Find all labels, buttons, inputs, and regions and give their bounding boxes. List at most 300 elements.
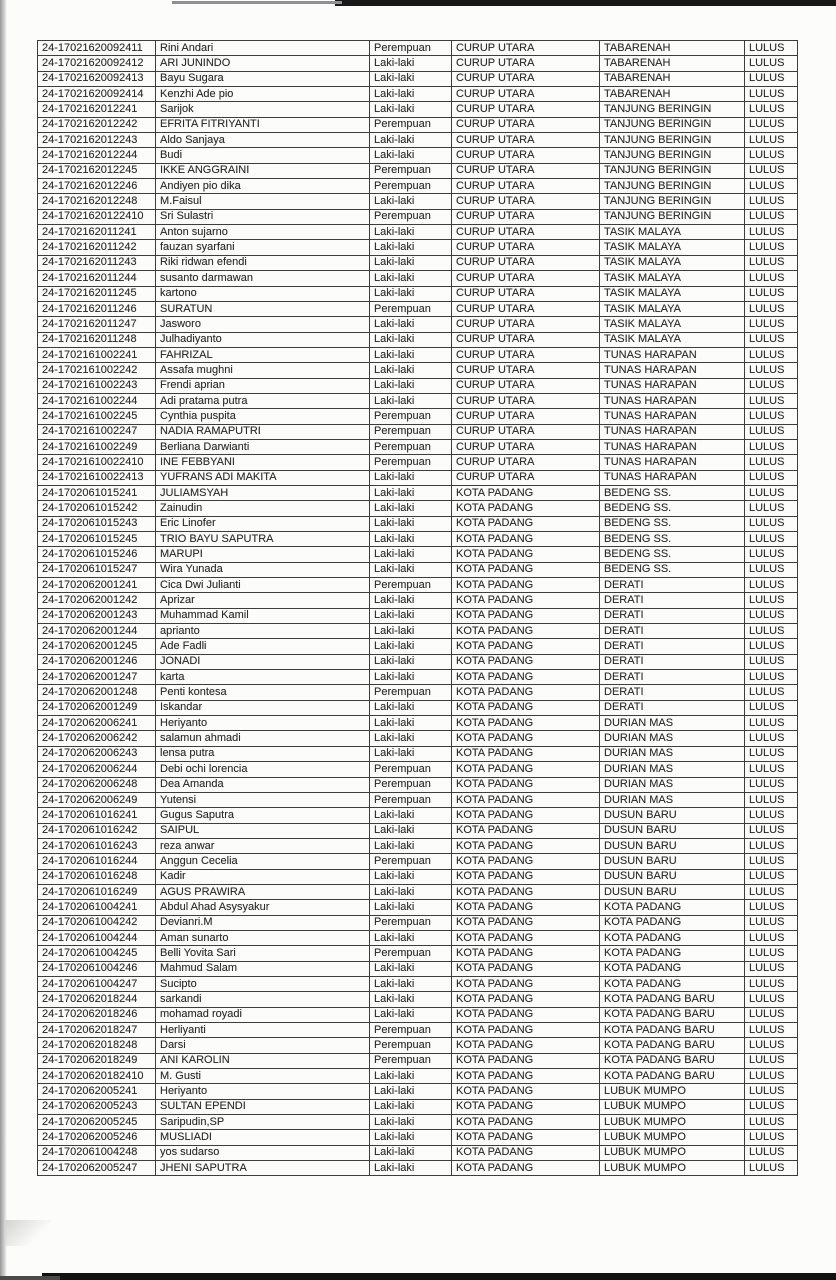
registration-id-cell: 24-17021610022413 xyxy=(38,470,156,485)
status-cell: LULUS xyxy=(745,670,798,685)
table-row xyxy=(38,1069,798,1084)
table-row xyxy=(38,102,798,117)
table-row xyxy=(38,915,798,930)
status-cell: LULUS xyxy=(745,762,798,777)
village-cell: LUBUK MUMPO xyxy=(600,1099,745,1114)
registration-id-cell: 24-1702162011247 xyxy=(38,317,156,332)
gender-cell: Perempuan xyxy=(370,117,452,132)
gender-cell: Laki-laki xyxy=(370,608,452,623)
gender-cell: Laki-laki xyxy=(370,961,452,976)
village-cell: TASIK MALAYA xyxy=(600,317,745,332)
district-cell: CURUP UTARA xyxy=(452,41,600,56)
gender-cell: Laki-laki xyxy=(370,838,452,853)
registration-id-cell: 24-1702062001249 xyxy=(38,700,156,715)
gender-cell: Perempuan xyxy=(370,1023,452,1038)
registration-id-cell: 24-1702161002249 xyxy=(38,439,156,454)
status-cell: LULUS xyxy=(745,777,798,792)
village-cell: LUBUK MUMPO xyxy=(600,1084,745,1099)
district-cell: KOTA PADANG xyxy=(452,547,600,562)
table-row xyxy=(38,808,798,823)
gender-cell: Laki-laki xyxy=(370,624,452,639)
registration-id-cell: 24-17021620092411 xyxy=(38,41,156,56)
registration-id-cell: 24-1702161002242 xyxy=(38,363,156,378)
gender-cell: Laki-laki xyxy=(370,639,452,654)
table-row xyxy=(38,685,798,700)
table-row xyxy=(38,363,798,378)
status-cell: LULUS xyxy=(745,501,798,516)
village-cell: KOTA PADANG BARU xyxy=(600,1038,745,1053)
scan-edge-top-faint xyxy=(172,1,342,4)
name-cell: IKKE ANGGRAINI xyxy=(156,163,370,178)
registration-id-cell: 24-1702061004241 xyxy=(38,900,156,915)
registration-id-cell: 24-1702061015245 xyxy=(38,532,156,547)
registration-id-cell: 24-1702061016249 xyxy=(38,884,156,899)
table-row xyxy=(38,547,798,562)
table-row xyxy=(38,593,798,608)
village-cell: TASIK MALAYA xyxy=(600,332,745,347)
name-cell: Adi pratama putra xyxy=(156,393,370,408)
name-cell: susanto darmawan xyxy=(156,271,370,286)
name-cell: Debi ochi lorencia xyxy=(156,762,370,777)
table-row xyxy=(38,823,798,838)
district-cell: KOTA PADANG xyxy=(452,685,600,700)
village-cell: TABARENAH xyxy=(600,71,745,86)
village-cell: DERATI xyxy=(600,685,745,700)
status-cell: LULUS xyxy=(745,808,798,823)
district-cell: KOTA PADANG xyxy=(452,532,600,547)
registration-id-cell: 24-1702061015242 xyxy=(38,501,156,516)
name-cell: Dea Amanda xyxy=(156,777,370,792)
registration-id-cell: 24-1702161002243 xyxy=(38,378,156,393)
registration-id-cell: 24-17021620092412 xyxy=(38,56,156,71)
status-cell: LULUS xyxy=(745,976,798,991)
table-row xyxy=(38,1007,798,1022)
gender-cell: Laki-laki xyxy=(370,1115,452,1130)
table-row xyxy=(38,87,798,102)
table-row xyxy=(38,1115,798,1130)
status-cell: LULUS xyxy=(745,532,798,547)
status-cell: LULUS xyxy=(745,608,798,623)
name-cell: Abdul Ahad Asysyakur xyxy=(156,900,370,915)
name-cell: MUSLIADI xyxy=(156,1130,370,1145)
status-cell: LULUS xyxy=(745,654,798,669)
name-cell: ANI KAROLIN xyxy=(156,1053,370,1068)
district-cell: KOTA PADANG xyxy=(452,593,600,608)
status-cell: LULUS xyxy=(745,823,798,838)
gender-cell: Perempuan xyxy=(370,409,452,424)
registration-id-cell: 24-1702061015241 xyxy=(38,485,156,500)
registration-id-cell: 24-1702061004244 xyxy=(38,930,156,945)
gender-cell: Laki-laki xyxy=(370,654,452,669)
gender-cell: Perempuan xyxy=(370,854,452,869)
status-cell: LULUS xyxy=(745,409,798,424)
status-cell: LULUS xyxy=(745,455,798,470)
registration-id-cell: 24-1702062018248 xyxy=(38,1038,156,1053)
name-cell: Wira Yunada xyxy=(156,562,370,577)
name-cell: Anggun Cecelia xyxy=(156,854,370,869)
table-row xyxy=(38,271,798,286)
registration-id-cell: 24-1702062006241 xyxy=(38,716,156,731)
table-row xyxy=(38,1099,798,1114)
district-cell: KOTA PADANG xyxy=(452,1099,600,1114)
registration-id-cell: 24-1702162012244 xyxy=(38,148,156,163)
status-cell: LULUS xyxy=(745,547,798,562)
name-cell: Eric Linofer xyxy=(156,516,370,531)
table-row xyxy=(38,792,798,807)
registration-id-cell: 24-1702062001242 xyxy=(38,593,156,608)
registration-id-cell: 24-1702061016241 xyxy=(38,808,156,823)
district-cell: KOTA PADANG xyxy=(452,516,600,531)
table-row xyxy=(38,562,798,577)
table-row xyxy=(38,225,798,240)
registration-id-cell: 24-1702062001241 xyxy=(38,578,156,593)
name-cell: INE FEBBYANI xyxy=(156,455,370,470)
status-cell: LULUS xyxy=(745,347,798,362)
gender-cell: Laki-laki xyxy=(370,1099,452,1114)
village-cell: BEDENG SS. xyxy=(600,485,745,500)
district-cell: CURUP UTARA xyxy=(452,455,600,470)
district-cell: CURUP UTARA xyxy=(452,271,600,286)
table-row xyxy=(38,961,798,976)
registration-id-cell: 24-1702061016243 xyxy=(38,838,156,853)
name-cell: AGUS PRAWIRA xyxy=(156,884,370,899)
gender-cell: Laki-laki xyxy=(370,71,452,86)
gender-cell: Perempuan xyxy=(370,209,452,224)
village-cell: TASIK MALAYA xyxy=(600,271,745,286)
table-row xyxy=(38,516,798,531)
village-cell: TUNAS HARAPAN xyxy=(600,470,745,485)
gender-cell: Perempuan xyxy=(370,792,452,807)
district-cell: KOTA PADANG xyxy=(452,1115,600,1130)
table-row xyxy=(38,777,798,792)
gender-cell: Laki-laki xyxy=(370,547,452,562)
district-cell: KOTA PADANG xyxy=(452,670,600,685)
village-cell: TANJUNG BERINGIN xyxy=(600,148,745,163)
name-cell: TRIO BAYU SAPUTRA xyxy=(156,532,370,547)
village-cell: BEDENG SS. xyxy=(600,562,745,577)
table-row xyxy=(38,976,798,991)
registration-id-cell: 24-1702062018249 xyxy=(38,1053,156,1068)
village-cell: TABARENAH xyxy=(600,56,745,71)
district-cell: CURUP UTARA xyxy=(452,470,600,485)
district-cell: KOTA PADANG xyxy=(452,578,600,593)
village-cell: TUNAS HARAPAN xyxy=(600,439,745,454)
village-cell: DUSUN BARU xyxy=(600,823,745,838)
gender-cell: Laki-laki xyxy=(370,1130,452,1145)
gender-cell: Laki-laki xyxy=(370,746,452,761)
registration-id-cell: 24-1702061016242 xyxy=(38,823,156,838)
district-cell: KOTA PADANG xyxy=(452,838,600,853)
table-row xyxy=(38,424,798,439)
name-cell: Ade Fadli xyxy=(156,639,370,654)
name-cell: Darsi xyxy=(156,1038,370,1053)
status-cell: LULUS xyxy=(745,56,798,71)
name-cell: SURATUN xyxy=(156,301,370,316)
table-row xyxy=(38,700,798,715)
table-row xyxy=(38,332,798,347)
name-cell: Frendi aprian xyxy=(156,378,370,393)
district-cell: KOTA PADANG xyxy=(452,654,600,669)
village-cell: KOTA PADANG xyxy=(600,946,745,961)
gender-cell: Perempuan xyxy=(370,424,452,439)
status-cell: LULUS xyxy=(745,1023,798,1038)
status-cell: LULUS xyxy=(745,102,798,117)
gender-cell: Perempuan xyxy=(370,439,452,454)
name-cell: JULIAMSYAH xyxy=(156,485,370,500)
registration-id-cell: 24-1702162012245 xyxy=(38,163,156,178)
village-cell: KOTA PADANG xyxy=(600,915,745,930)
status-cell: LULUS xyxy=(745,424,798,439)
name-cell: NADIA RAMAPUTRI xyxy=(156,424,370,439)
village-cell: DERATI xyxy=(600,654,745,669)
table-row xyxy=(38,117,798,132)
village-cell: DURIAN MAS xyxy=(600,762,745,777)
village-cell: TUNAS HARAPAN xyxy=(600,347,745,362)
registration-id-cell: 24-1702162011246 xyxy=(38,301,156,316)
table-row xyxy=(38,1038,798,1053)
district-cell: CURUP UTARA xyxy=(452,255,600,270)
registration-id-cell: 24-1702162012246 xyxy=(38,179,156,194)
registration-id-cell: 24-17021620092413 xyxy=(38,71,156,86)
district-cell: CURUP UTARA xyxy=(452,209,600,224)
status-cell: LULUS xyxy=(745,194,798,209)
district-cell: KOTA PADANG xyxy=(452,746,600,761)
registration-id-cell: 24-1702061004248 xyxy=(38,1145,156,1160)
registration-id-cell: 24-1702061016244 xyxy=(38,854,156,869)
table-row xyxy=(38,854,798,869)
district-cell: KOTA PADANG xyxy=(452,884,600,899)
table-row xyxy=(38,1145,798,1160)
district-cell: CURUP UTARA xyxy=(452,332,600,347)
district-cell: CURUP UTARA xyxy=(452,317,600,332)
table-row xyxy=(38,41,798,56)
district-cell: KOTA PADANG xyxy=(452,1130,600,1145)
district-cell: CURUP UTARA xyxy=(452,286,600,301)
name-cell: M.Faisul xyxy=(156,194,370,209)
name-cell: aprianto xyxy=(156,624,370,639)
status-cell: LULUS xyxy=(745,1069,798,1084)
status-cell: LULUS xyxy=(745,393,798,408)
registration-id-cell: 24-1702162012242 xyxy=(38,117,156,132)
table-row xyxy=(38,608,798,623)
table-row xyxy=(38,654,798,669)
district-cell: CURUP UTARA xyxy=(452,378,600,393)
district-cell: KOTA PADANG xyxy=(452,823,600,838)
status-cell: LULUS xyxy=(745,163,798,178)
status-cell: LULUS xyxy=(745,117,798,132)
district-cell: KOTA PADANG xyxy=(452,1145,600,1160)
district-cell: CURUP UTARA xyxy=(452,56,600,71)
status-cell: LULUS xyxy=(745,731,798,746)
district-cell: KOTA PADANG xyxy=(452,639,600,654)
gender-cell: Laki-laki xyxy=(370,593,452,608)
registration-id-cell: 24-1702162012248 xyxy=(38,194,156,209)
gender-cell: Laki-laki xyxy=(370,808,452,823)
name-cell: Mahmud Salam xyxy=(156,961,370,976)
table-row xyxy=(38,1130,798,1145)
scan-edge-bottom xyxy=(42,1273,836,1280)
table-row xyxy=(38,716,798,731)
gender-cell: Laki-laki xyxy=(370,332,452,347)
district-cell: KOTA PADANG xyxy=(452,961,600,976)
village-cell: TANJUNG BERINGIN xyxy=(600,209,745,224)
name-cell: reza anwar xyxy=(156,838,370,853)
gender-cell: Laki-laki xyxy=(370,102,452,117)
gender-cell: Laki-laki xyxy=(370,700,452,715)
district-cell: KOTA PADANG xyxy=(452,1161,600,1176)
district-cell: KOTA PADANG xyxy=(452,1007,600,1022)
gender-cell: Laki-laki xyxy=(370,1145,452,1160)
name-cell: JHENI SAPUTRA xyxy=(156,1161,370,1176)
gender-cell: Laki-laki xyxy=(370,133,452,148)
registration-id-cell: 24-1702162011241 xyxy=(38,225,156,240)
registration-id-cell: 24-1702061004246 xyxy=(38,961,156,976)
name-cell: Jasworo xyxy=(156,317,370,332)
district-cell: KOTA PADANG xyxy=(452,992,600,1007)
status-cell: LULUS xyxy=(745,1161,798,1176)
gender-cell: Laki-laki xyxy=(370,976,452,991)
gender-cell: Laki-laki xyxy=(370,393,452,408)
district-cell: CURUP UTARA xyxy=(452,301,600,316)
name-cell: Kadir xyxy=(156,869,370,884)
status-cell: LULUS xyxy=(745,884,798,899)
exam-results-table xyxy=(37,40,798,1176)
gender-cell: Laki-laki xyxy=(370,347,452,362)
registration-id-cell: 24-17021610022410 xyxy=(38,455,156,470)
district-cell: KOTA PADANG xyxy=(452,562,600,577)
table-row xyxy=(38,439,798,454)
district-cell: CURUP UTARA xyxy=(452,424,600,439)
status-cell: LULUS xyxy=(745,225,798,240)
village-cell: TUNAS HARAPAN xyxy=(600,378,745,393)
gender-cell: Laki-laki xyxy=(370,1084,452,1099)
table-row xyxy=(38,194,798,209)
district-cell: CURUP UTARA xyxy=(452,393,600,408)
district-cell: CURUP UTARA xyxy=(452,87,600,102)
gender-cell: Perempuan xyxy=(370,179,452,194)
name-cell: M. Gusti xyxy=(156,1069,370,1084)
name-cell: FAHRIZAL xyxy=(156,347,370,362)
gender-cell: Laki-laki xyxy=(370,470,452,485)
name-cell: mohamad royadi xyxy=(156,1007,370,1022)
table-row xyxy=(38,209,798,224)
name-cell: fauzan syarfani xyxy=(156,240,370,255)
name-cell: Sri Sulastri xyxy=(156,209,370,224)
district-cell: KOTA PADANG xyxy=(452,946,600,961)
name-cell: Anton sujarno xyxy=(156,225,370,240)
gender-cell: Laki-laki xyxy=(370,56,452,71)
name-cell: Andiyen pio dika xyxy=(156,179,370,194)
gender-cell: Perempuan xyxy=(370,41,452,56)
gender-cell: Laki-laki xyxy=(370,286,452,301)
name-cell: Iskandar xyxy=(156,700,370,715)
name-cell: Assafa mughni xyxy=(156,363,370,378)
district-cell: KOTA PADANG xyxy=(452,731,600,746)
registration-id-cell: 24-1702062005245 xyxy=(38,1115,156,1130)
village-cell: KOTA PADANG BARU xyxy=(600,1053,745,1068)
name-cell: Budi xyxy=(156,148,370,163)
village-cell: DERATI xyxy=(600,608,745,623)
village-cell: TASIK MALAYA xyxy=(600,301,745,316)
status-cell: LULUS xyxy=(745,1007,798,1022)
name-cell: Kenzhi Ade pio xyxy=(156,87,370,102)
village-cell: TANJUNG BERINGIN xyxy=(600,117,745,132)
district-cell: KOTA PADANG xyxy=(452,900,600,915)
gender-cell: Laki-laki xyxy=(370,1007,452,1022)
status-cell: LULUS xyxy=(745,71,798,86)
name-cell: karta xyxy=(156,670,370,685)
status-cell: LULUS xyxy=(745,1115,798,1130)
gender-cell: Perempuan xyxy=(370,163,452,178)
village-cell: KOTA PADANG BARU xyxy=(600,992,745,1007)
table-row xyxy=(38,255,798,270)
village-cell: BEDENG SS. xyxy=(600,547,745,562)
table-row xyxy=(38,1023,798,1038)
name-cell: YUFRANS ADI MAKITA xyxy=(156,470,370,485)
village-cell: TASIK MALAYA xyxy=(600,255,745,270)
village-cell: BEDENG SS. xyxy=(600,532,745,547)
registration-id-cell: 24-1702062006243 xyxy=(38,746,156,761)
status-cell: LULUS xyxy=(745,578,798,593)
table-row xyxy=(38,378,798,393)
gender-cell: Laki-laki xyxy=(370,562,452,577)
gender-cell: Perempuan xyxy=(370,1053,452,1068)
name-cell: Julhadiyanto xyxy=(156,332,370,347)
village-cell: KOTA PADANG BARU xyxy=(600,1069,745,1084)
village-cell: LUBUK MUMPO xyxy=(600,1161,745,1176)
table-row xyxy=(38,301,798,316)
village-cell: KOTA PADANG BARU xyxy=(600,1023,745,1038)
gender-cell: Perempuan xyxy=(370,578,452,593)
registration-id-cell: 24-1702062018246 xyxy=(38,1007,156,1022)
registration-id-cell: 24-1702061004247 xyxy=(38,976,156,991)
registration-id-cell: 24-1702062018247 xyxy=(38,1023,156,1038)
table-row xyxy=(38,501,798,516)
district-cell: KOTA PADANG xyxy=(452,485,600,500)
status-cell: LULUS xyxy=(745,209,798,224)
village-cell: DURIAN MAS xyxy=(600,746,745,761)
village-cell: KOTA PADANG xyxy=(600,900,745,915)
registration-id-cell: 24-1702062006244 xyxy=(38,762,156,777)
registration-id-cell: 24-1702062006248 xyxy=(38,777,156,792)
status-cell: LULUS xyxy=(745,700,798,715)
district-cell: CURUP UTARA xyxy=(452,347,600,362)
status-cell: LULUS xyxy=(745,961,798,976)
district-cell: CURUP UTARA xyxy=(452,102,600,117)
district-cell: CURUP UTARA xyxy=(452,363,600,378)
district-cell: CURUP UTARA xyxy=(452,148,600,163)
gender-cell: Laki-laki xyxy=(370,670,452,685)
village-cell: TUNAS HARAPAN xyxy=(600,393,745,408)
registration-id-cell: 24-17021620122410 xyxy=(38,209,156,224)
gender-cell: Perempuan xyxy=(370,1038,452,1053)
village-cell: DURIAN MAS xyxy=(600,777,745,792)
status-cell: LULUS xyxy=(745,286,798,301)
registration-id-cell: 24-1702062001248 xyxy=(38,685,156,700)
name-cell: ARI JUNINDO xyxy=(156,56,370,71)
district-cell: KOTA PADANG xyxy=(452,762,600,777)
status-cell: LULUS xyxy=(745,900,798,915)
table-row xyxy=(38,639,798,654)
status-cell: LULUS xyxy=(745,1084,798,1099)
status-cell: LULUS xyxy=(745,439,798,454)
village-cell: TANJUNG BERINGIN xyxy=(600,179,745,194)
village-cell: BEDENG SS. xyxy=(600,501,745,516)
gender-cell: Laki-laki xyxy=(370,930,452,945)
district-cell: CURUP UTARA xyxy=(452,194,600,209)
village-cell: DERATI xyxy=(600,700,745,715)
registration-id-cell: 24-1702161002245 xyxy=(38,409,156,424)
